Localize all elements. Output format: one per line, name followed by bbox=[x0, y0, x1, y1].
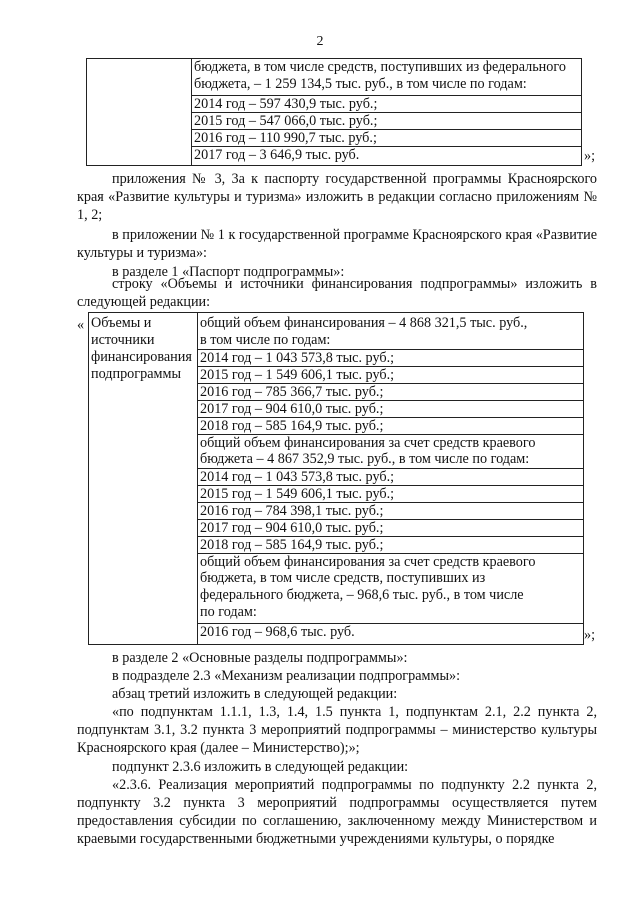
financing-table bbox=[88, 312, 584, 645]
table-line: 2016 год – 110 990,7 тыс. руб.; bbox=[192, 129, 581, 147]
table-line: 2017 год – 3 646,9 тыс. руб. bbox=[192, 146, 581, 164]
para8-text: «по подпунктам 1.1.1, 1.3, 1.4, 1.5 пункта 1, подпунктам 2.1, 2.2 пункта 2, подпунктам 3.1, 3.2 пункта 3 мероприятий подпрограммы – министерство культуры Красноярского края (далее – Министерство);»; bbox=[77, 704, 597, 756]
value-line: 2017 год – 904 610,0 тыс. руб.; bbox=[198, 519, 583, 537]
para10-text: «2.3.6. Реализация мероприятий подпрограммы по подпункту 2.2 пункта 2, подпункту 3.2 пункта 3 мероприятий подпрограммы осуществляется путем предоставления субсидии по соглашению, заключенному между Министерством и краевыми государственными бюджетными учреждениями культуры, о порядке bbox=[77, 777, 597, 847]
paragraph-7 bbox=[77, 685, 597, 703]
table-right-cell bbox=[192, 59, 581, 165]
label-line: Объемы и bbox=[91, 315, 152, 331]
closing-quote: »; bbox=[584, 148, 596, 164]
value-line: бюджета, в том числе средств, поступивших из bbox=[200, 570, 486, 586]
value-line: по годам: bbox=[200, 604, 257, 620]
opening-quote: « bbox=[77, 317, 85, 333]
table-line: 2014 год – 597 430,9 тыс. руб.; bbox=[192, 95, 581, 113]
paragraph-6 bbox=[77, 667, 597, 685]
value-line: 2015 год – 1 549 606,1 тыс. руб.; bbox=[198, 485, 583, 503]
value-line: бюджета – 4 867 352,9 тыс. руб., в том числе по годам: bbox=[200, 451, 530, 467]
value-line: 2016 год – 785 366,7 тыс. руб.; bbox=[198, 383, 583, 401]
label-line: финансирования bbox=[91, 349, 192, 365]
value-line: в том числе по годам: bbox=[200, 332, 331, 348]
value-line: 2016 год – 784 398,1 тыс. руб.; bbox=[198, 502, 583, 520]
value-line: общий объем финансирования за счет средств краевого bbox=[198, 553, 583, 571]
paragraph-8 bbox=[77, 703, 597, 757]
value-line: 2014 год – 1 043 573,8 тыс. руб.; bbox=[198, 349, 583, 367]
financing-label-cell bbox=[89, 313, 198, 644]
para4-text: строку «Объемы и источники финансирования подпрограммы» изложить в следующей редакции: bbox=[77, 276, 597, 310]
value-line: 2014 год – 1 043 573,8 тыс. руб.; bbox=[198, 468, 583, 486]
para9-text: подпункт 2.3.6 изложить в следующей редакции: bbox=[112, 759, 409, 775]
paragraph-4 bbox=[77, 275, 597, 311]
table-line: бюджета, – 1 259 134,5 тыс. руб., в том числе по годам: bbox=[194, 76, 527, 92]
table-line: 2015 год – 547 066,0 тыс. руб.; bbox=[192, 112, 581, 130]
paragraph-10 bbox=[77, 776, 597, 884]
financing-values-cell bbox=[198, 313, 583, 644]
table-line: бюджета, в том числе средств, поступивших из федерального bbox=[194, 59, 566, 75]
para1-full: приложения № 3, 3а к паспорту государственной программы Красноярского края «Развитие культуры и туризма» изложить в редакции согласно приложениям № 1, 2; bbox=[77, 171, 597, 223]
closing-quote: »; bbox=[584, 627, 596, 643]
value-line: 2015 год – 1 549 606,1 тыс. руб.; bbox=[198, 366, 583, 384]
para3-text: в разделе 1 «Паспорт подпрограммы»: bbox=[112, 264, 345, 280]
value-line: общий объем финансирования за счет средств краевого bbox=[198, 434, 583, 452]
value-line: федерального бюджета, – 968,6 тыс. руб., в том числе bbox=[200, 587, 524, 603]
label-line: источники bbox=[91, 332, 155, 348]
paragraph-1 bbox=[77, 170, 597, 224]
para6-text: в подразделе 2.3 «Механизм реализации подпрограммы»: bbox=[112, 668, 461, 684]
value-line: 2018 год – 585 164,9 тыс. руб.; bbox=[198, 536, 583, 554]
para2-text: в приложении № 1 к государственной программе Красноярского края «Развитие культуры и туризма»: bbox=[77, 227, 597, 261]
table-left-cell bbox=[87, 59, 192, 165]
para7-text: абзац третий изложить в следующей редакции: bbox=[112, 686, 398, 702]
para5-text: в разделе 2 «Основные разделы подпрограммы»: bbox=[112, 650, 408, 666]
paragraph-5 bbox=[77, 649, 597, 667]
label-line: подпрограммы bbox=[91, 366, 181, 382]
value-line: общий объем финансирования – 4 868 321,5 тыс. руб., bbox=[200, 315, 528, 331]
paragraph-9 bbox=[77, 758, 597, 776]
value-line: 2016 год – 968,6 тыс. руб. bbox=[198, 623, 583, 641]
value-line: 2017 год – 904 610,0 тыс. руб.; bbox=[198, 400, 583, 418]
paragraph-2 bbox=[77, 226, 597, 262]
table-continuation bbox=[86, 58, 582, 166]
page-number: 2 bbox=[316, 34, 324, 49]
value-line: 2018 год – 585 164,9 тыс. руб.; bbox=[198, 417, 583, 435]
